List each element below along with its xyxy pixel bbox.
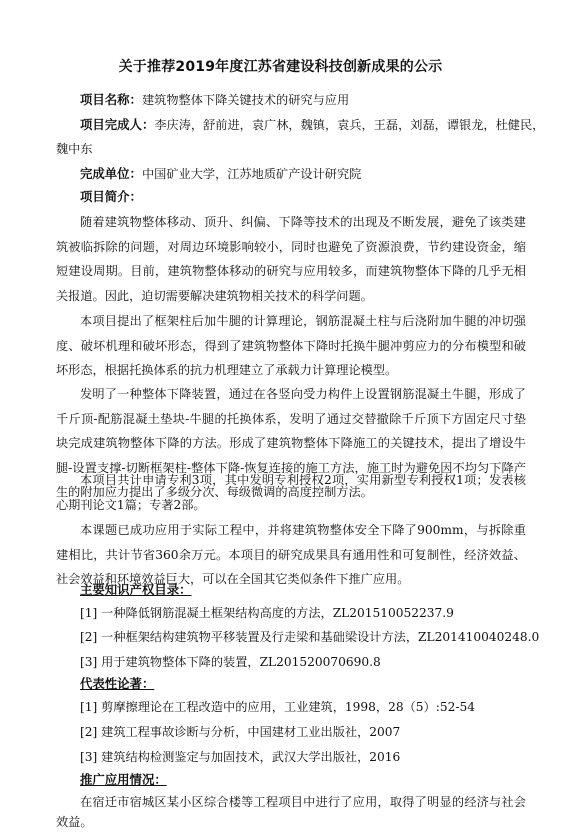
project-name-label: 项目名称： <box>80 92 142 107</box>
intro-paragraph-3: 发明了一种整体下降装置，通过在各竖向受力构件上设置钢筋混凝土牛腿，形成了千斤顶-配筋混凝土垫块-牛腿的托换体系，发明了通过交替撤除千斤顶下方固定尺寸垫块完成建筑物整体下降的方法。形成了建筑物整体下降施工的关键技术，提出了增设牛腿-设置支撑-切断框架柱-整体下降-恢复连接的施工方法，施工时为避免因不均匀下降产生的附加应力提出了多级分次、每级微调的高度控制方法。 <box>56 387 526 499</box>
completers-value: 李庆涛，舒前进，袁广林，魏镇，袁兵，王磊，刘磊，谭银龙，杜健民， <box>154 118 545 132</box>
units-value: 中国矿业大学，江苏地质矿产设计研究院 <box>141 167 362 181</box>
ip-heading: 主要知识产权目录： <box>80 582 192 597</box>
units-label: 完成单位： <box>80 166 142 181</box>
ip-item-1: [1] 一种降低钢筋混凝土框架结构高度的方法，ZL201510052237.9 <box>80 606 454 620</box>
document-title: 关于推荐2019年度江苏省建设科技创新成果的公示 <box>118 59 443 75</box>
intro-heading: 项目简介： <box>80 189 142 204</box>
units-line <box>80 162 550 186</box>
completers-line-2: 魏中东 <box>56 142 93 156</box>
ip-item-2: [2] 一种框架结构建筑物平移装置及行走梁和基础梁设计方法，ZL201410040248.0 <box>80 630 540 644</box>
paper-item-3: [3] 建筑结构检测鉴定与加固技术，武汉大学出版社，2016 <box>80 750 401 764</box>
intro-paragraph-5: 本课题已成功应用于实际工程中，并将建筑物整体安全下降了900mm，与拆除重建相比，共计节省360余万元。本项目的研究成果具有通用性和可复制性，经济效益、社会效益和环境效益巨大，可以在全国其它类似条件下推广应用。 <box>56 523 526 586</box>
paper-item-1: [1] 剪摩擦理论在工程改造中的应用，工业建筑，1998，28（5）:52-54 <box>80 700 475 714</box>
ip-item-3: [3] 用于建筑物整体下降的装置，ZL201520070690.8 <box>80 655 381 669</box>
application-text: 在宿迁市宿城区某小区综合楼等工程项目中进行了应用，取得了明显的经济与社会效益。 <box>56 795 526 829</box>
paper-item-2: [2] 建筑工程事故诊断与分析，中国建材工业出版社，2007 <box>80 725 401 739</box>
application-heading: 推广应用情况： <box>80 772 167 787</box>
project-name-value: 建筑物整体下降关键技术的研究与应用 <box>141 93 350 107</box>
project-name-line <box>80 88 550 112</box>
intro-paragraph-2: 本项目提出了框架柱后加牛腿的计算理论，钢筋混凝土柱与后浇附加牛腿的冲切强度、破坏机理和破坏形态，得到了建筑物整体下降时托换牛腿冲剪应力的分布模型和破坏形态，根据托换体系的抗力机理建立了承载力计算理论模型。 <box>56 314 526 377</box>
intro-paragraph-4: 本项目共计申请专利3项，其中发明专利授权2项，实用新型专利授权1项；发表核心期刊论文1篇；专著2部。 <box>56 473 526 512</box>
completers-label: 项目完成人： <box>80 117 155 132</box>
completers-line <box>80 113 550 137</box>
papers-heading: 代表性论著： <box>80 676 155 691</box>
intro-paragraph-1: 随着建筑物整体移动、顶升、纠偏、下降等技术的出现及不断发展，避免了该类建筑被临拆除的问题，对周边环境影响较小，同时也避免了资源浪费，节约建设资金，缩短建设周期。目前，建筑物整体移动的研究与应用较多，而建筑物整体下降的几乎无相关报道。因此，迫切需要解决建筑物相关技术的科学问题。 <box>56 215 526 303</box>
